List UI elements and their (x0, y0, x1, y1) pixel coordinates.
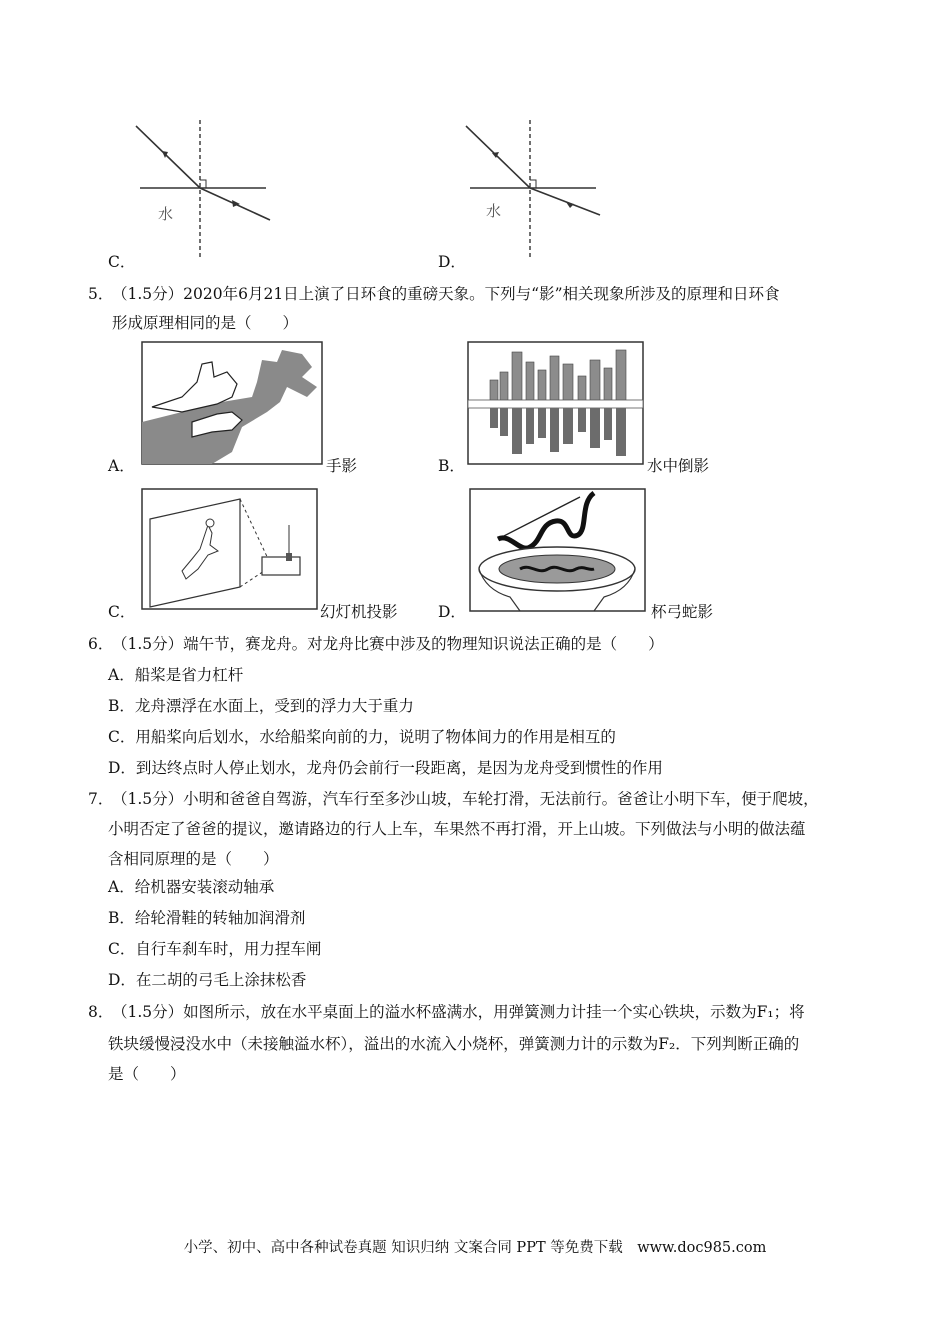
answer-option[interactable]: D．在二胡的弓毛上涂抹松香 (108, 971, 307, 989)
water-label: 水 (486, 202, 502, 220)
answer-option[interactable]: C．自行车刹车时，用力捏车闸 (108, 940, 322, 958)
option-caption: 杯弓蛇影 (651, 603, 714, 621)
question-number: 5． (88, 285, 114, 303)
question-stem-line: 含相同原理的是（ ） (108, 850, 279, 868)
option-letter: A． (108, 457, 135, 475)
question-stem-line: 铁块缓慢浸没水中（未接触溢水杯），溢出的水流入小烧杯，弹簧测力计的示数为F₂．下列判断正确的 (108, 1035, 800, 1053)
projector-image (142, 489, 317, 609)
option-letter: C． (108, 253, 136, 271)
question-stem-line: 是（ ） (108, 1065, 186, 1083)
answer-option[interactable]: C．用船桨向后划水，水给船桨向前的力，说明了物体间力的作用是相互的 (108, 728, 616, 746)
option-caption: 手影 (326, 457, 358, 475)
option-letter: B． (438, 457, 465, 475)
question-number: 6． (88, 635, 114, 653)
question-stem-line: （1.5分）如图所示，放在水平桌面上的溢水杯盛满水，用弹簧测力计挂一个实心铁块，示数为F₁；将 (112, 1003, 805, 1021)
answer-option[interactable]: D．到达终点时人停止划水，龙舟仍会前行一段距离，是因为龙舟受到惯性的作用 (108, 759, 663, 777)
question-number: 8． (88, 1003, 114, 1021)
option-letter: C． (108, 603, 136, 621)
option-letter: D． (438, 253, 466, 271)
answer-option[interactable]: A．船桨是省力杠杆 (108, 666, 244, 684)
q4-refraction-diagram-c (132, 120, 272, 260)
q4-refraction-diagram-d (462, 120, 602, 260)
water-label: 水 (158, 205, 174, 223)
option-caption: 幻灯机投影 (320, 603, 398, 621)
question-stem-line: （1.5分）2020年6月21日上演了日环食的重磅天象。下列与“影”相关现象所涉及的原理和日环食 (112, 285, 780, 303)
answer-option[interactable]: B．龙舟漂浮在水面上，受到的浮力大于重力 (108, 697, 414, 715)
answer-option[interactable]: A．给机器安装滚动轴承 (108, 878, 275, 896)
option-letter: D． (438, 603, 466, 621)
snake-cup-image (470, 489, 645, 611)
water-reflection-image (468, 342, 643, 464)
answer-option[interactable]: B．给轮滑鞋的转轴加润滑剂 (108, 909, 306, 927)
page-footer: 小学、初中、高中各种试卷真题 知识归纳 文案合同 PPT 等免费下载 www.doc985.com (183, 1240, 767, 1256)
hand-shadow-image (142, 342, 322, 464)
question-stem-line: 小明否定了爸爸的提议，邀请路边的行人上车，车果然不再打滑，开上山坡。下列做法与小明的做法蕴 (108, 820, 806, 838)
question-number: 7． (88, 790, 114, 808)
question-stem: （1.5分）端午节，赛龙舟。对龙舟比赛中涉及的物理知识说法正确的是（ ） (112, 635, 664, 653)
question-stem-line: （1.5分）小明和爸爸自驾游，汽车行至多沙山坡，车轮打滑，无法前行。爸爸让小明下车，便于爬坡， (112, 790, 819, 808)
option-caption: 水中倒影 (647, 457, 710, 475)
question-stem-line: 形成原理相同的是（ ） (112, 314, 299, 332)
